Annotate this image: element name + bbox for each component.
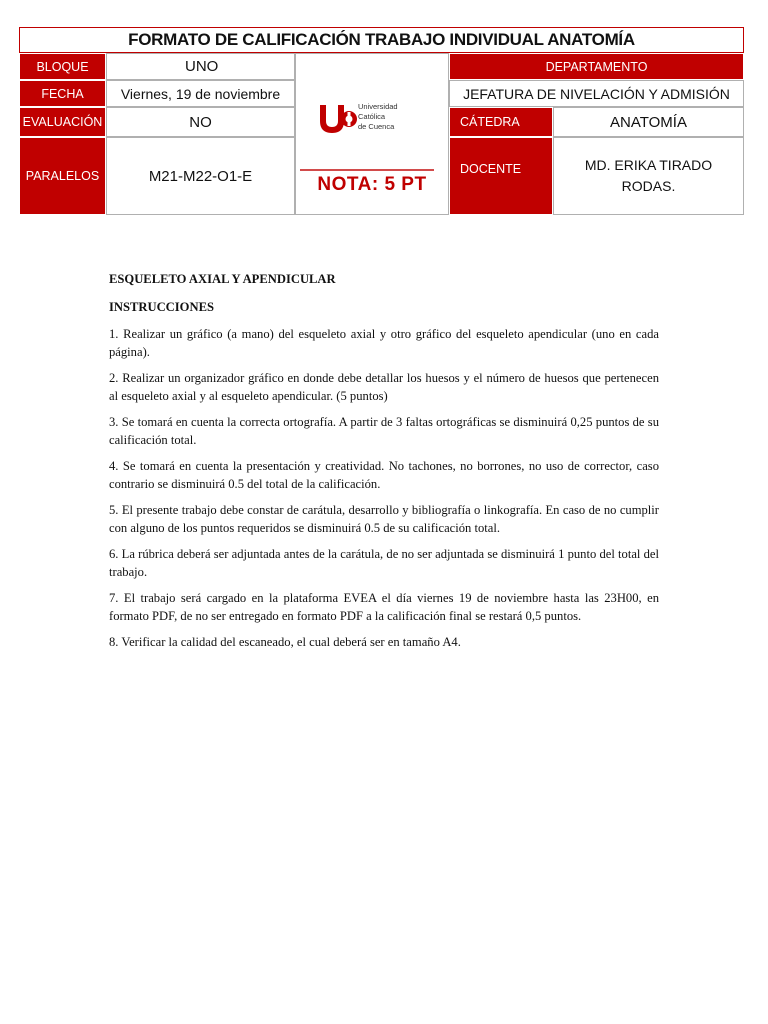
instructions-document [109,271,659,661]
logo-line-1: Universidad [358,102,398,111]
instructions-heading: INSTRUCCIONES [109,299,214,314]
bloque-label: BLOQUE [19,53,106,80]
logo-line-2: Católica [358,112,386,121]
instruction-item: 7. El trabajo será cargado en la plataforma EVEA el día viernes 19 de noviembre hasta las 23H00, en formato PDF, de no ser entregado en formato PDF a la calificación final se restará 0,5 puntos. [109,591,659,623]
grade-nota: NOTA: 5 PT [317,174,427,195]
paralelos-label: PARALELOS [19,137,106,215]
evaluacion-label: EVALUACIÓN [19,107,106,137]
university-name [358,102,398,132]
departamento-value: JEFATURA DE NIVELACIÓN Y ADMISIÓN [449,80,744,107]
bloque-value: UNO [106,53,295,80]
paralelos-value: M21-M22-O1-E [106,137,295,215]
instruction-item: 5. El presente trabajo debe constar de carátula, desarrollo y bibliografía o linkografía. En caso de no cumplir con alguno de los puntos requeridos se disminuirá 0.5 de su calificación total. [109,503,659,535]
catedra-value: ANATOMÍA [553,107,744,137]
instruction-item: 4. Se tomará en cuenta la presentación y creatividad. No tachones, no borrones, no uso de corrector, caso contrario se disminuirá 0.5 del total de la calificación. [109,459,659,491]
fecha-value: Viernes, 19 de noviembre [106,80,295,107]
instruction-item: 3. Se tomará en cuenta la correcta ortografía. A partir de 3 faltas ortográficas se disminuirá 0,25 puntos de su calificación total. [109,415,659,447]
instruction-item: 1. Realizar un gráfico (a mano) del esqueleto axial y otro gráfico del esqueleto apendicular (uno en cada página). [109,327,659,359]
instruction-item: 6. La rúbrica deberá ser adjuntada antes de la carátula, de no ser adjuntada se disminuirá 1 punto del total del trabajo. [109,547,659,579]
university-logo-box [295,53,449,215]
docente-value: MD. ERIKA TIRADO RODAS. [553,137,744,215]
university-logo [300,69,434,171]
catedra-label: CÁTEDRA [449,107,553,137]
evaluacion-value: NO [106,107,295,137]
form-title: FORMATO DE CALIFICACIÓN TRABAJO INDIVIDUAL ANATOMÍA [19,27,744,53]
document-topic: ESQUELETO AXIAL Y APENDICULAR [109,272,336,286]
departamento-label: DEPARTAMENTO [449,53,744,80]
fecha-label: FECHA [19,80,106,107]
university-emblem-icon [318,101,358,137]
instruction-item: 2. Realizar un organizador gráfico en donde debe detallar los huesos y el número de huesos que pertenecen al esqueleto axial y al esqueleto apendicular. (5 puntos) [109,371,659,403]
docente-label: DOCENTE [449,137,553,215]
grading-header-table [19,27,744,215]
instruction-item: 8. Verificar la calidad del escaneado, el cual deberá ser en tamaño A4. [109,635,461,649]
logo-line-3: de Cuenca [358,122,395,131]
